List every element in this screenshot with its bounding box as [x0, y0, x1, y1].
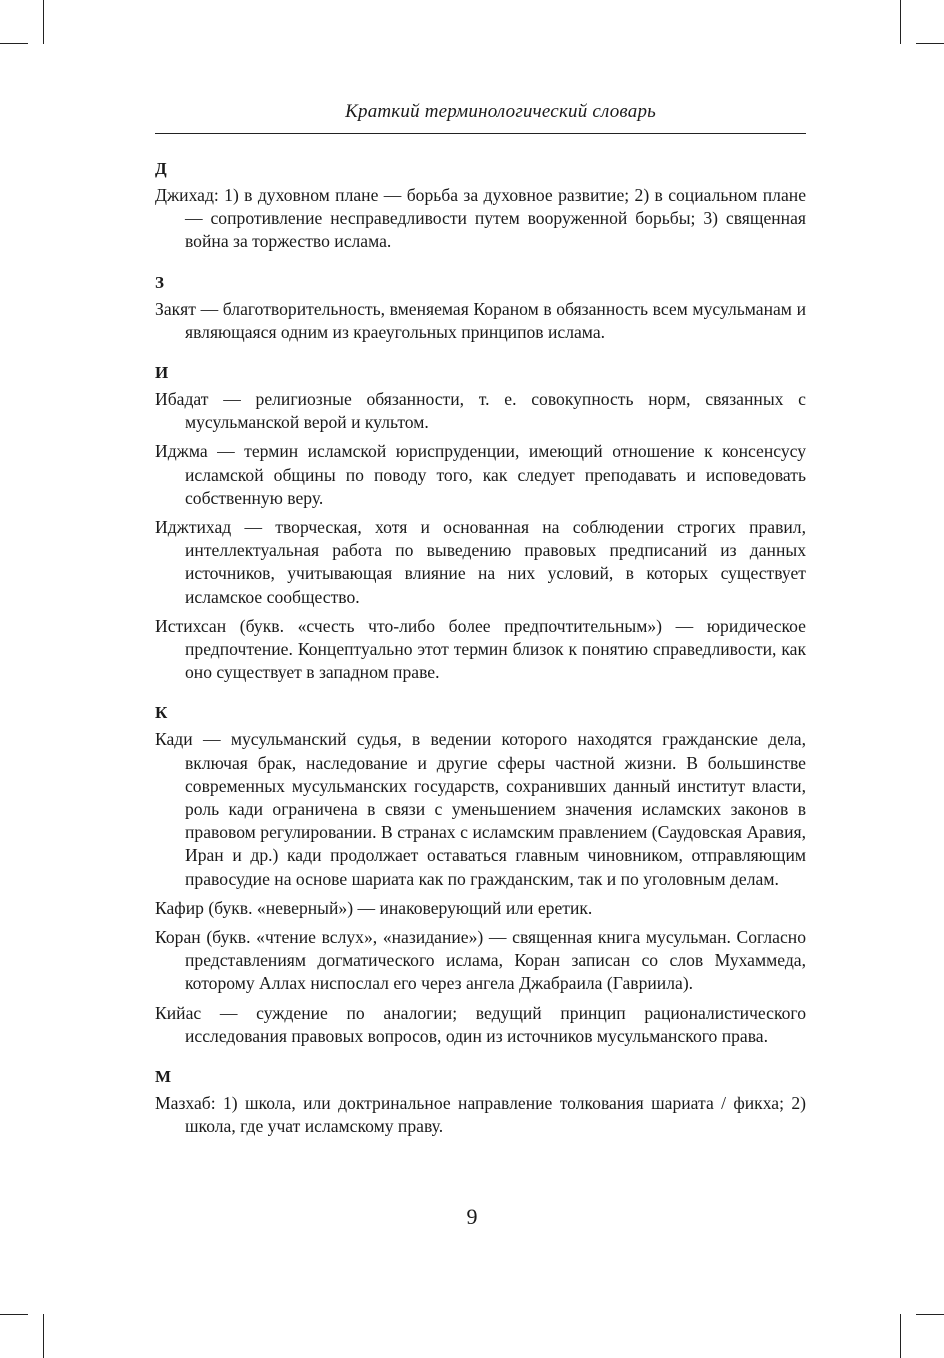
crop-mark-top-right — [900, 0, 901, 44]
running-header: Краткий терминологический словарь — [345, 101, 656, 122]
glossary-entry: Закят — благотворительность, вменяемая Кораном в обязанность всем мусульманам и являющаяся одним из краеугольных принципов ислама. — [155, 298, 806, 342]
crop-mark-top-right-h — [916, 43, 944, 44]
section-letter: З — [155, 272, 164, 292]
crop-mark-bottom-right — [900, 1314, 901, 1358]
glossary-entry: Коран (букв. «чтение вслух», «назидание») — священная книга мусульман. Согласно представлениям догматического ислама, Коран записан со слов Мухаммеда, которому Аллах ниспослал его через ангела Джабраила (Гавриила). — [155, 927, 806, 994]
glossary-section — [155, 362, 806, 684]
header-rule — [155, 133, 806, 134]
glossary-section — [155, 272, 806, 344]
glossary-entry: Мазхаб: 1) школа, или доктринальное направление толкования шариата / фикха; 2) школа, где учат исламскому праву. — [155, 1093, 806, 1137]
section-letter: К — [155, 703, 168, 723]
section-letter: Д — [155, 159, 167, 178]
crop-mark-top-left — [43, 0, 44, 44]
crop-mark-bottom-left-h — [0, 1314, 28, 1315]
glossary-entry: Кийас — суждение по аналогии; ведущий принцип рационалистического исследования правовых вопросов, один из источников мусульманского права. — [155, 1002, 806, 1046]
glossary-entry: Иджтихад — творческая, хотя и основанная на соблюдении строгих правил, интеллектуальная работа по выведению правовых предписаний из данных источников, учитывающая влияние на них условий, в которых существует исламское сообщество. — [155, 517, 806, 607]
glossary-section — [155, 158, 806, 254]
glossary-section — [155, 1066, 806, 1138]
crop-mark-top-left-h — [0, 43, 28, 44]
page-number: 9 — [466, 1204, 478, 1229]
glossary-entry: Ибадат — религиозные обязанности, т. е. совокупность норм, связанных с мусульманской верой и культом. — [155, 389, 806, 433]
section-letter: М — [155, 1067, 172, 1087]
glossary-entry: Кафир (букв. «неверный») — инаковерующий или еретик. — [155, 897, 593, 918]
glossary-entry: Истихсан (букв. «счесть что-либо более предпочтительным») — юридическое предпочтение. Концептуально этот термин близок к понятию справедливости, как оно существует в западном праве. — [155, 615, 806, 683]
section-letter: И — [155, 363, 169, 383]
glossary-entry: Иджма — термин исламской юриспруденции, имеющий отношение к консенсусу исламской общины по поводу того, как следует преподавать и исповедовать собственную веру. — [155, 441, 806, 508]
glossary-body — [155, 152, 806, 1157]
crop-mark-bottom-right-h — [916, 1314, 944, 1315]
crop-mark-bottom-left — [43, 1314, 44, 1358]
glossary-section — [155, 702, 806, 1048]
glossary-entry: Джихад: 1) в духовном плане — борьба за духовное развитие; 2) в социальном плане — сопротивление несправедливости путем вооруженной борьбы; 3) священная война за торжество ислама. — [155, 185, 806, 252]
glossary-entry: Кади — мусульманский судья, в ведении которого находятся гражданские дела, включая брак, наследование и другие сферы частной жизни. В большинстве современных мусульманских государств, сохранивших данный институт власти, роль кади ограничена в связи с уменьшением значения исламских законов в правовом регулировании. В странах с исламским правлением (Саудовская Аравия, Иран и др.) кади продолжает оставаться главным чиновником, отправляющим правосудие на основе шариата как по гражданским, так и по уголовным делам. — [155, 729, 806, 889]
